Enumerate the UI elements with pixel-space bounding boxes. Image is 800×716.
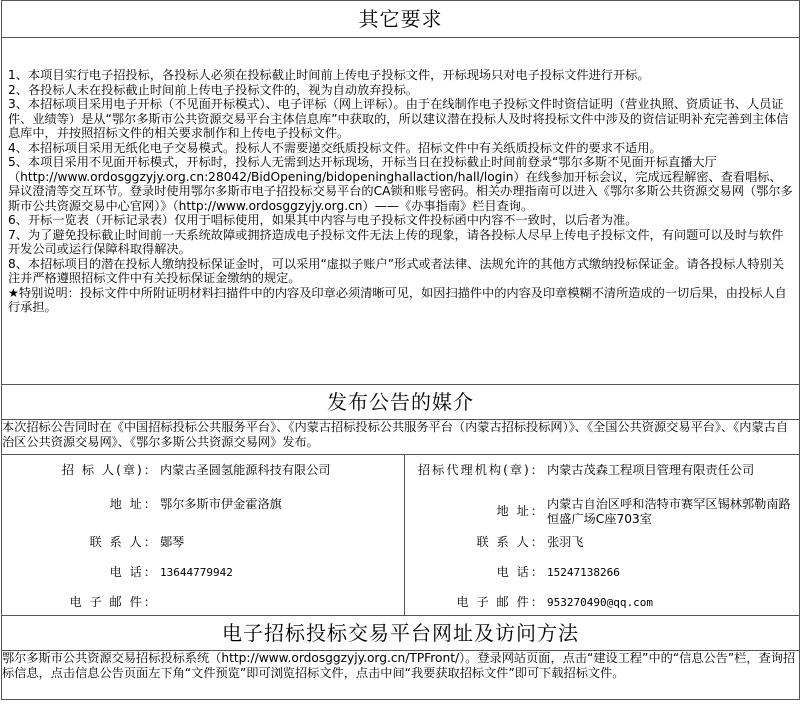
tenderer-phone-value: 13644779942 [160, 566, 233, 579]
agency-phone-value: 15247138266 [547, 566, 620, 579]
requirement-item-2: 2、各投标人未在投标截止时间前上传电子投标文件的，视为自动放弃投标。 [8, 82, 418, 97]
agency-org-label: 招标代理机构(章)： [417, 463, 545, 477]
requirement-item-4: 4、本招标项目采用无纸化电子交易模式。投标人不需要递交纸质投标文件。招标文件中有关纸质投标文件的要求不适用。 [8, 140, 662, 155]
agency-org-value: 内蒙古茂森工程项目管理有限责任公司 [547, 463, 755, 477]
tenderer-address-value: 鄂尔多斯市伊金霍洛旗 [160, 497, 282, 511]
tenderer-person-value: 鄚琴 [160, 535, 185, 549]
agency-contact-block [405, 455, 800, 616]
requirement-item-8: 8、本招标项目的潜在投标人缴纳投标保证金时，可以采用“虚拟子账户”形式或者法律、法规允许的其他方式缴纳投标保证金。请各投标人特别关注并严格遵照招标文件中有关投标保证金缴纳的规定。 [8, 256, 785, 285]
tenderer-address-row [2, 491, 404, 533]
agency-org-row [405, 455, 799, 491]
requirement-item-3: 3、本招标项目采用电子开标（不见面开标模式）、电子评标（网上评标）。由于在线制作电子投标文件时资信证明（营业执照、资质证书、人员证件、业绩等）是从“鄂尔多斯市公共资源交易平台主体信息库”中获取的，所以建议潜在投标人及时将投标文件中涉及的资信证明补充完善到主体信息库中，并按照招标文件的相关要求制作和上传电子投标文件。 [8, 97, 789, 140]
requirement-item-1: 1、本项目实行电子招投标，各投标人必须在投标截止时间前上传电子投标文件，开标现场只对电子投标文件进行开标。 [8, 68, 650, 82]
platform-access-text: 鄂尔多斯市公共资源交易招标投标系统（http://www.ordosggzyjy.org.cn/TPFront/）。登录网站页面，点击“建设工程”中的“信息公告”栏，查询招标信息，点击信息公告页面左下角“文件预览”即可浏览招标文件，点击中间“我要获取招标文件”即可下载招标文件。 [2, 651, 800, 700]
requirement-item-5: 5、本项目采用不见面开标模式，开标时，投标人无需到达开标现场，开标当日在投标截止时间前登录“鄂尔多斯不见面开标直播大厅（http://www.ordosggzyjy.org.cn:28042/BidOpening/bidopeninghallaction/hall/login）在线参加开标会议，完成远程解密、查看唱标、异议澄清等交互环节。登录时使用鄂尔多斯市电子招投标交易平台的CA锁和账号密码。相关办理指南可以进入《鄂尔多斯公共资源交易网（鄂尔多斯市公共资源交易中心官网）》（http://www.ordosggzyjy.org.cn）——《办事指南》栏目查询。 [8, 155, 793, 213]
agency-phone-label: 电 话： [496, 565, 545, 579]
agency-address-value: 内蒙古自治区呼和浩特市赛罕区锡林郭勒南路恒盛广场C座703室 [547, 497, 791, 526]
tenderer-email-label: 电 子 邮 件： [69, 595, 158, 609]
agency-person-label: 联 系 人： [476, 535, 545, 549]
agency-email-label: 电 子 邮 件： [456, 595, 545, 609]
media-title: 发布公告的媒介 [2, 385, 800, 420]
tenderer-org-label: 招 标 人(章)： [61, 463, 158, 477]
tenderer-phone-label: 电 话： [109, 565, 158, 579]
tenderer-address-label: 地 址： [109, 497, 158, 511]
agency-address-row [405, 491, 799, 533]
requirement-item-7: 7、为了避免投标截止时间前一天系统故障或拥挤造成电子投标文件无法上传的现象，请各投标人尽早上传电子投标文件，有问题可以及时与软件开发公司或运行保障科取得解决。 [8, 227, 784, 256]
tenderer-person-label: 联 系 人： [89, 535, 158, 549]
announcement-table [1, 0, 800, 700]
agency-phone-row [405, 563, 799, 593]
agency-address-label: 地 址： [496, 504, 545, 518]
agency-person-value: 张羽飞 [547, 535, 584, 549]
requirements-list [2, 38, 799, 315]
tenderer-org-row [2, 455, 404, 491]
other-requirements-title: 其它要求 [2, 1, 800, 38]
tenderer-phone-row [2, 563, 404, 593]
requirement-item-6: 6、开标一览表（开标记录表）仅用于唱标使用，如果其中内容与电子投标文件投标函中内容不一致时，以后者为准。 [8, 213, 638, 227]
tenderer-contact-block [2, 455, 405, 616]
platform-title: 电子招标投标交易平台网址及访问方法 [2, 616, 800, 651]
other-requirements-body [2, 38, 800, 385]
tenderer-person-row [2, 533, 404, 563]
agency-email-row [405, 593, 799, 615]
agency-person-row [405, 533, 799, 563]
media-text: 本次招标公告同时在《中国招标投标公共服务平台》、《内蒙古招标投标公共服务平台（内蒙古招标投标网）》、《全国公共资源交易平台》、《内蒙古自治区公共资源交易网》、《鄂尔多斯公共资源交易网》发布。 [2, 420, 800, 455]
tenderer-email-row [2, 593, 404, 615]
agency-email-value: 953270490@qq.com [547, 596, 653, 609]
tenderer-org-value: 内蒙古圣圆氢能源科技有限公司 [160, 463, 331, 477]
special-note: ★特别说明：投标文件中所附证明材料扫描件中的内容及印章必须清晰可见，如因扫描件中的内容及印章模糊不清所造成的一切后果，由投标人自行承担。 [8, 285, 787, 314]
